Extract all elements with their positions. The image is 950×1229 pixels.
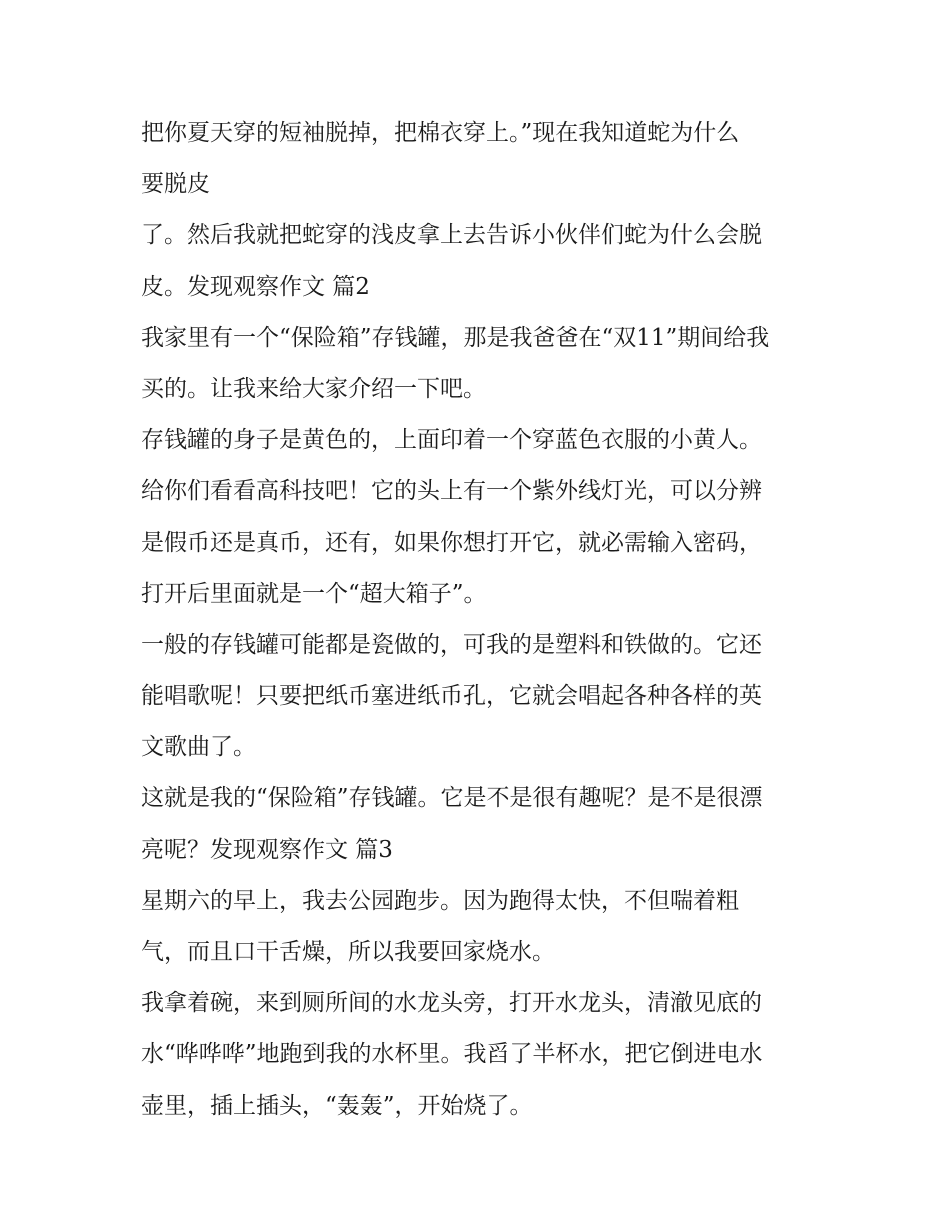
text-line: 一般的存钱罐可能都是瓷做的，可我的是塑料和铁做的。它还 [141,631,762,658]
text-line: 给你们看看高科技吧！它的头上有一个紫外线灯光，可以分辨 [141,478,762,505]
text-line: 买的。让我来给大家介绍一下吧。 [141,375,486,402]
text-line: 文歌曲了。 [141,734,256,761]
text-line: 要脱皮 [141,171,210,198]
text-line: 是假币还是真币，还有，如果你想打开它，就必需输入密码， [141,529,762,556]
text-line: 能唱歌呢！只要把纸币塞进纸币孔，它就会唱起各种各样的英 [141,683,762,710]
text-line: 星期六的早上，我去公园跑步。因为跑得太快，不但喘着粗 [141,887,739,914]
text-line: 气，而且口干舌燥，所以我要回家烧水。 [141,939,555,965]
text-line: 这就是我的“保险箱”存钱罐。它是不是很有趣呢？是不是很漂 [141,785,763,812]
text-line: 亮呢？发现观察作文 篇3 [141,836,393,863]
text-line: 存钱罐的身子是黄色的，上面印着一个穿蓝色衣服的小黄人。 [141,427,762,454]
text-line: 水“哗哗哗”地跑到我的水杯里。我舀了半杯水，把它倒进电水 [141,1041,763,1068]
text-line: 我拿着碗，来到厕所间的水龙头旁，打开水龙头，清澈见底的 [141,990,762,1017]
document-body [141,108,821,1132]
text-line: 皮。发现观察作文 篇2 [141,273,370,300]
text-line: 把你夏天穿的短袖脱掉，把棉衣穿上。”现在我知道蛇为什么 [141,120,740,146]
text-line: 我家里有一个“保险箱”存钱罐，那是我爸爸在“双11”期间给我 [141,324,770,351]
text-line: 打开后里面就是一个“超大箱子”。 [141,580,487,607]
text-line: 了。然后我就把蛇穿的浅皮拿上去告诉小伙伴们蛇为什么会脱 [141,222,762,249]
text-line: 壶里，插上插头，“轰轰”，开始烧了。 [141,1092,533,1119]
